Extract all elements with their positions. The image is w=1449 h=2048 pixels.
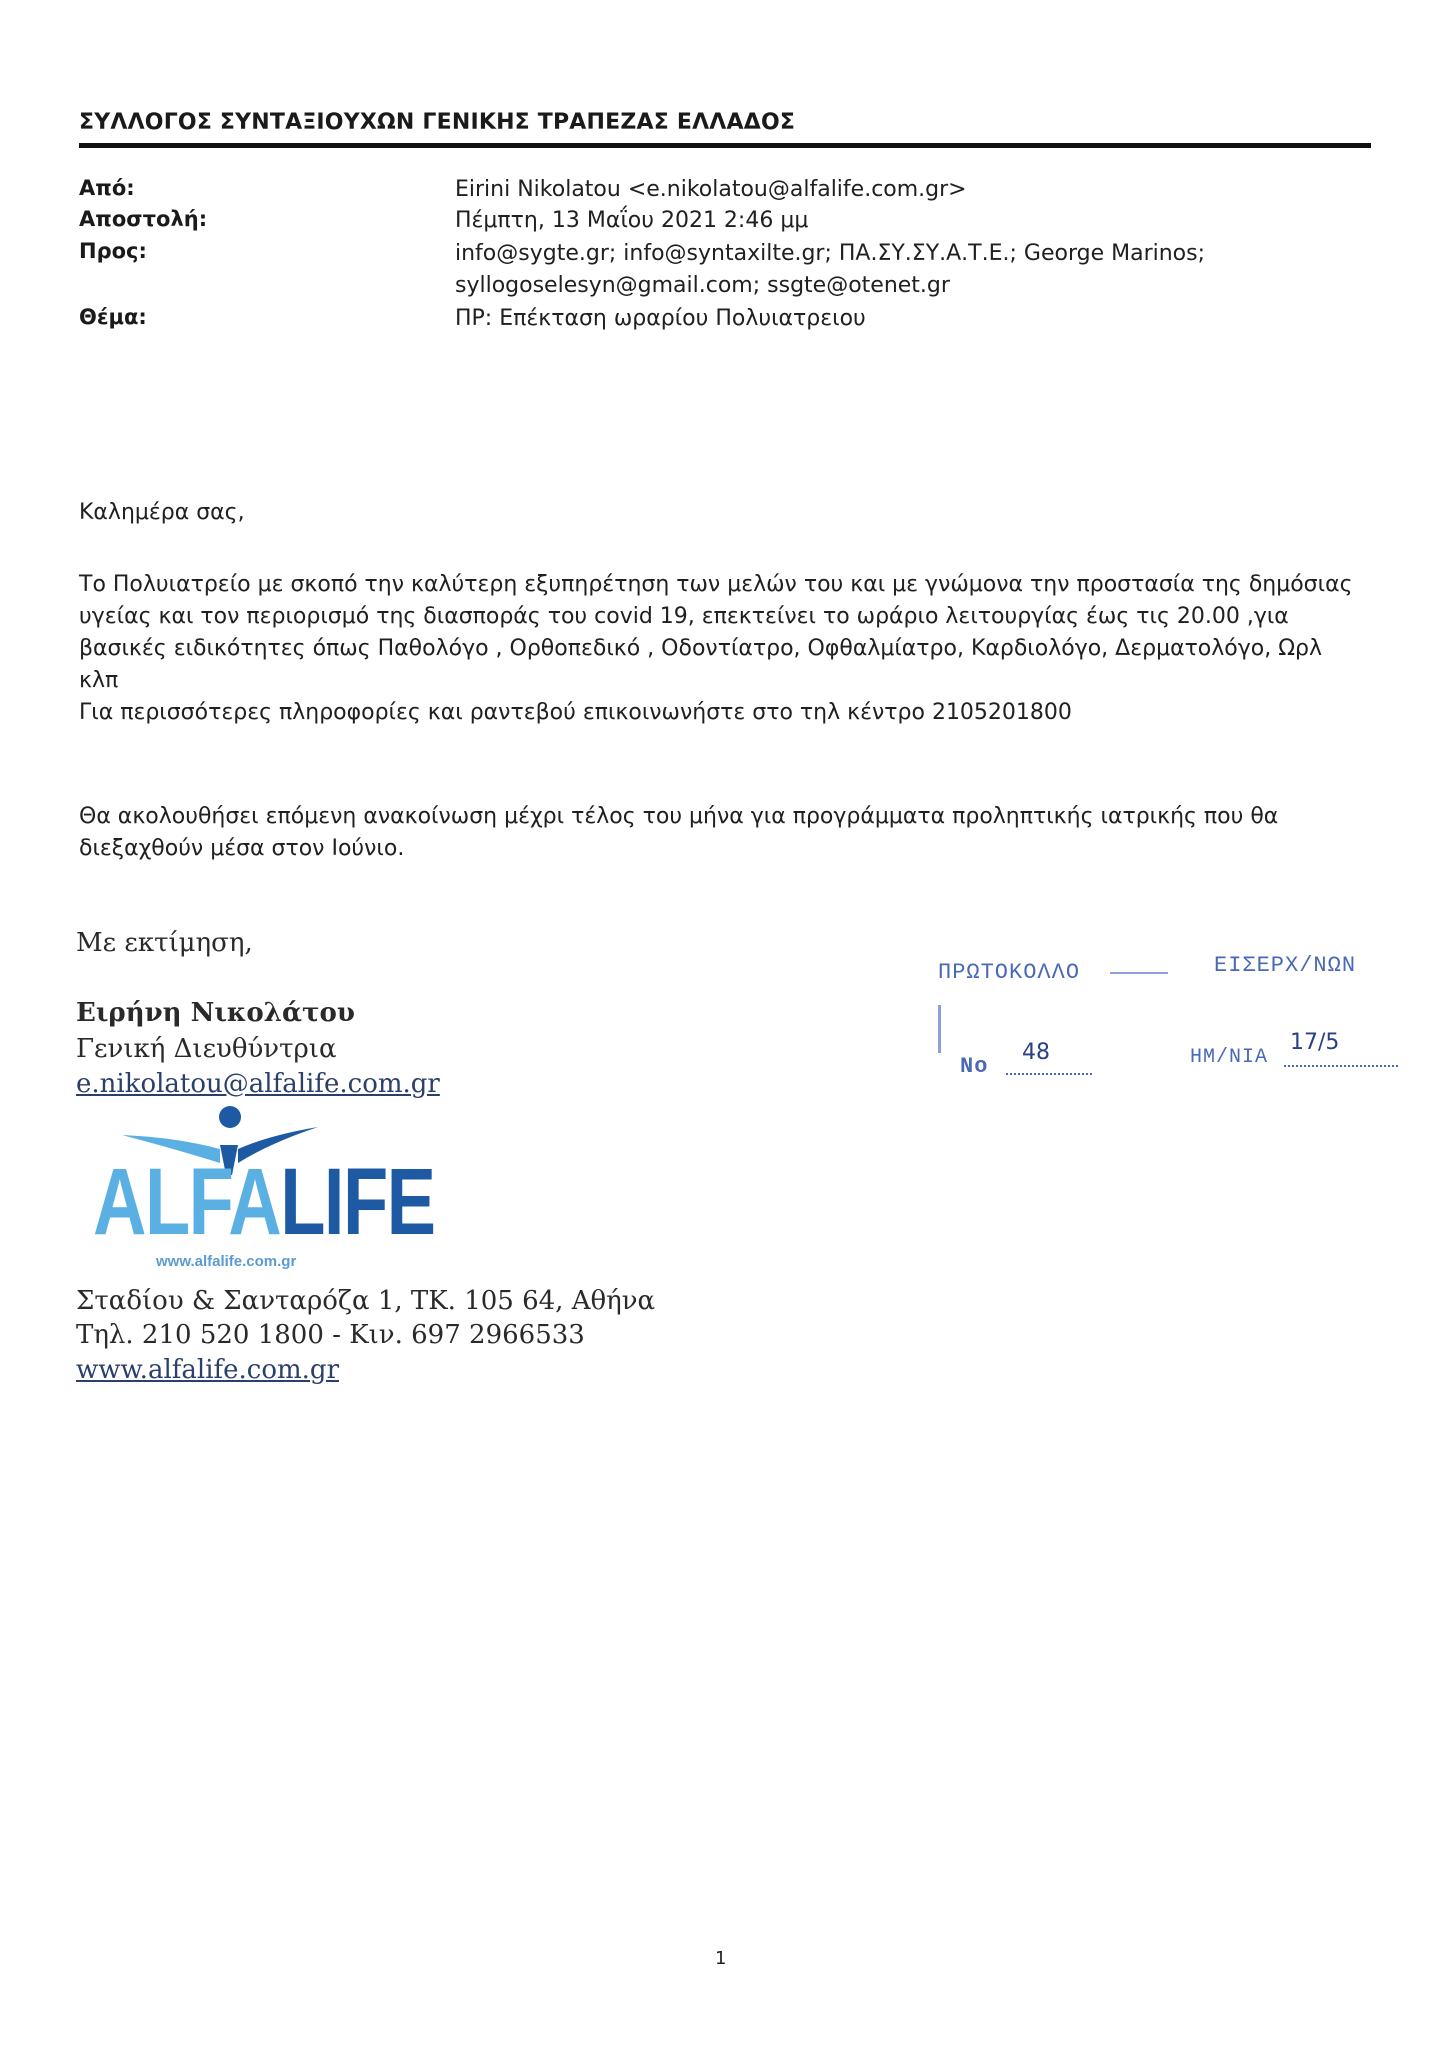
paragraph1-line3: βασικές ειδικότητες όπως Παθολόγο , Ορθοπεδικό , Οδοντίατρο, Οφθαλμίατρο, Καρδιολόγο, Δερματολόγο, Ωρλ	[79, 636, 1323, 661]
stamp-date-dots	[1284, 1065, 1398, 1067]
header-divider	[79, 143, 1371, 148]
address: Σταδίου & Σανταρόζα 1, ΤΚ. 105 64, Αθήνα	[76, 1286, 656, 1316]
stamp-protocol-label: ΠΡΩΤΟΚΟΛΛΟ	[938, 960, 1081, 985]
to-label: Προς:	[79, 239, 147, 263]
page-number: 1	[715, 1948, 727, 1969]
paragraph1-line4: κλπ	[79, 668, 119, 693]
phones: Τηλ. 210 520 1800 - Κιν. 697 2966533	[76, 1320, 585, 1350]
paragraph1-line5: Για περισσότερες πληροφορίες και ραντεβού επικοινωνήστε στο τηλ κέντρο 2105201800	[79, 700, 1072, 725]
signatory-name: Ειρήνη Νικολάτου	[76, 998, 355, 1028]
stamp-no-dots	[1006, 1073, 1092, 1075]
from-label: Από:	[79, 176, 135, 200]
organization-title: ΣΥΛΛΟΓΟΣ ΣΥΝΤΑΞΙΟΥΧΩΝ ΓΕΝΙΚΗΣ ΤΡΑΠΕΖΑΣ ΕΛΛΑΔΟΣ	[79, 110, 796, 135]
stamp-no-label: No	[960, 1054, 989, 1079]
alfalife-logo	[93, 1149, 435, 1255]
signatory-title: Γενική Διευθύντρια	[76, 1034, 337, 1064]
paragraph1-line1: Το Πολυιατρείο με σκοπό την καλύτερη εξυπηρέτηση των μελών του και με γνώμονα την προστασία της δημόσιας	[79, 572, 1353, 597]
signatory-email-link[interactable]: e.nikolatou@alfalife.com.gr	[76, 1069, 440, 1099]
subject-value: ΠΡ: Επέκταση ωραρίου Πολυιατρειου	[455, 306, 866, 331]
to-value-line2: syllogoselesyn@gmail.com; ssgte@otenet.gr	[455, 273, 950, 298]
logo-url: www.alfalife.com.gr	[156, 1253, 297, 1270]
stamp-date-value: 17/5	[1290, 1030, 1340, 1055]
sent-label: Αποστολή:	[79, 207, 208, 231]
stamp-vertical-mark	[938, 1005, 941, 1053]
website-link[interactable]: www.alfalife.com.gr	[76, 1355, 339, 1385]
greeting: Καλημέρα σας,	[79, 500, 245, 525]
subject-label: Θέμα:	[79, 305, 147, 329]
paragraph1-line2: υγείας και τον περιορισμό της διασποράς του covid 19, επεκτείνει το ωράριο λειτουργίας έως τις 20.00 ,για	[79, 604, 1289, 629]
closing: Με εκτίμηση,	[76, 928, 253, 958]
stamp-date-label: ΗΜ/ΝΙΑ	[1190, 1046, 1269, 1069]
paragraph2-line2: διεξαχθούν μέσα στον Ιούνιο.	[79, 836, 405, 861]
to-value-line1: info@sygte.gr; info@syntaxilte.gr; ΠΑ.ΣΥ.ΣΥ.Α.Τ.Ε.; George Marinos;	[455, 241, 1205, 266]
stamp-dash	[1110, 972, 1168, 974]
from-value: Eirini Nikolatou <e.nikolatou@alfalife.com.gr>	[455, 177, 967, 202]
logo-life-text: LIFE	[280, 1149, 435, 1255]
stamp-no-value: 48	[1022, 1040, 1050, 1065]
sent-value: Πέμπτη, 13 Μαΐου 2021 2:46 μμ	[455, 208, 809, 233]
paragraph2-line1: Θα ακολουθήσει επόμενη ανακοίνωση μέχρι τέλος του μήνα για προγράμματα προληπτικής ιατρικής που θα	[79, 804, 1279, 829]
stamp-incoming-label: ΕΙΣΕΡΧ/ΝΩΝ	[1214, 953, 1357, 978]
logo-alfa-text: ALFA	[93, 1149, 281, 1255]
